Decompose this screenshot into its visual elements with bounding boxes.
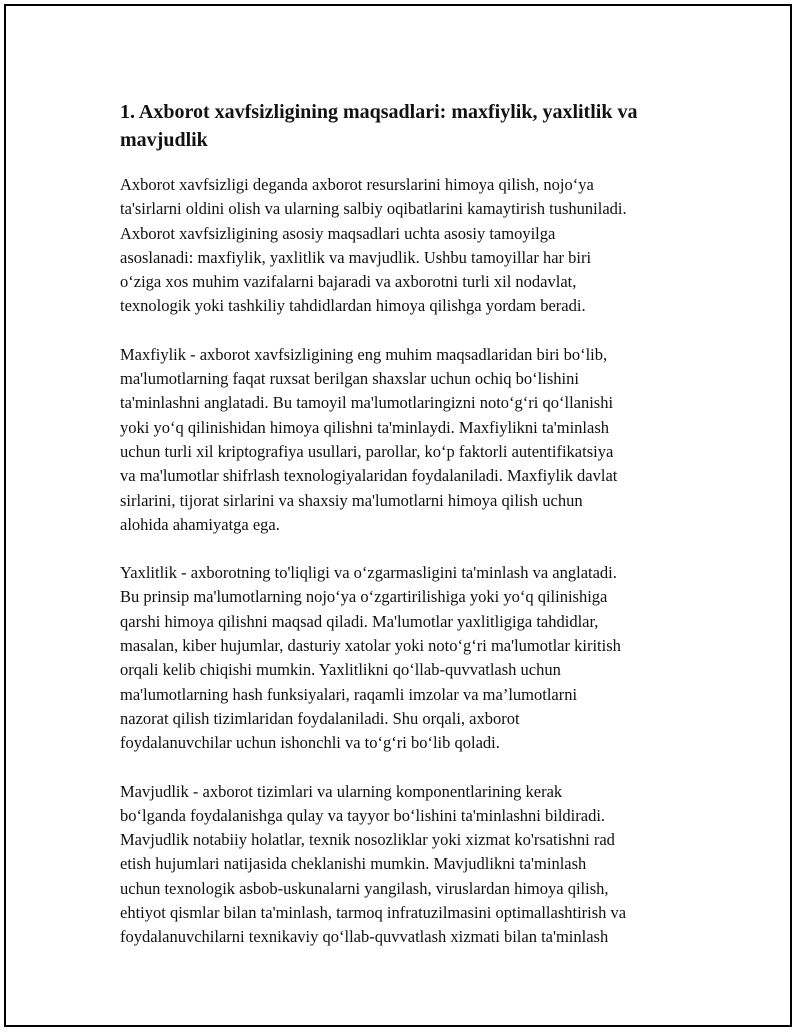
paragraph-mavjudlik: Mavjudlik - axborot tizimlari va ularning komponentlarining kerak bo‘lganda foydalanishga qulay va tayyor bo‘lishini ta'minlashni bildiradi. Mavjudlik notabiiy holatlar, texnik nosozliklar yoki xizmat ko'rsatishni rad etish hujumlari natijasida cheklanishi mumkin. Mavjudlikni ta'minlash uchun texnologik asbob-uskunalarni yangilash, viruslardan himoya qilish, ehtiyot qismlar bilan ta'minlash, tarmoq infratuzilmasini optimallashtirish va foydalanuvchilarni texnikaviy qo‘llab-quvvatlash xizmati bilan ta'minlash xyxy=(120,781,627,947)
document-body xyxy=(120,98,690,974)
paragraph-intro: Axborot xavfsizligi deganda axborot resurslarini himoya qilish, nojo‘ya ta'sirlarni oldini olish va ularning salbiy oqibatlarini kamaytirish tushuniladi. Axborot xavfsizligining asosiy maqsadlari uchta asosiy tamoyilga asoslanadi: maxfiylik, yaxlitlik va mavjudlik. Ushbu tamoyillar har biri o‘ziga xos muhim vazifalarni bajaradi va axborotni turli xil nodavlat, texnologik yoki tashkiliy tahdidlardan himoya qilishga yordam beradi. xyxy=(120,175,627,316)
page-frame xyxy=(4,4,792,1027)
section-heading: 1. Axborot xavfsizligining maqsadlari: maxfiylik, yaxlitlik va mavjudlik xyxy=(120,101,638,151)
paragraph-yaxlitlik: Yaxlitlik - axborotning to'liqligi va o‘zgarmasligini ta'minlash va anglatadi. Bu prinsip ma'lumotlarning nojo‘ya o‘zgartirilishiga yoki yo‘q qilinishiga qarshi himoya qilishni maqsad qiladi. Ma'lumotlar yaxlitligiga tahdidlar, masalan, kiber hujumlar, dasturiy xatolar yoki noto‘g‘ri ma'lumotlar kiritish orqali kelib chiqishi mumkin. Yaxlitlikni qo‘llab-quvvatlash uchun ma'lumotlarning hash funksiyalari, raqamli imzolar va ma’lumotlarni nazorat qilish tizimlaridan foydalaniladi. Shu orqali, axborot foydalanuvchilar uchun ishonchli va to‘g‘ri bo‘lib qoladi. xyxy=(120,563,621,753)
paragraph-maxfiylik: Maxfiylik - axborot xavfsizligining eng muhim maqsadlaridan biri bo‘lib, ma'lumotlarning faqat ruxsat berilgan shaxslar uchun ochiq bo‘lishini ta'minlashni anglatadi. Bu tamoyil ma'lumotlaringizni noto‘g‘ri qo‘llanishi yoki yo‘q qilinishidan himoya qilishni ta'minlaydi. Maxfiylikni ta'minlash uchun turli xil kriptografiya usullari, parollar, ko‘p faktorli autentifikatsiya va ma'lumotlar shifrlash texnologiyalaridan foydalaniladi. Maxfiylik davlat sirlarini, tijorat sirlarini va shaxsiy ma'lumotlarni himoya qilish uchun alohida ahamiyatga ega. xyxy=(120,344,618,534)
